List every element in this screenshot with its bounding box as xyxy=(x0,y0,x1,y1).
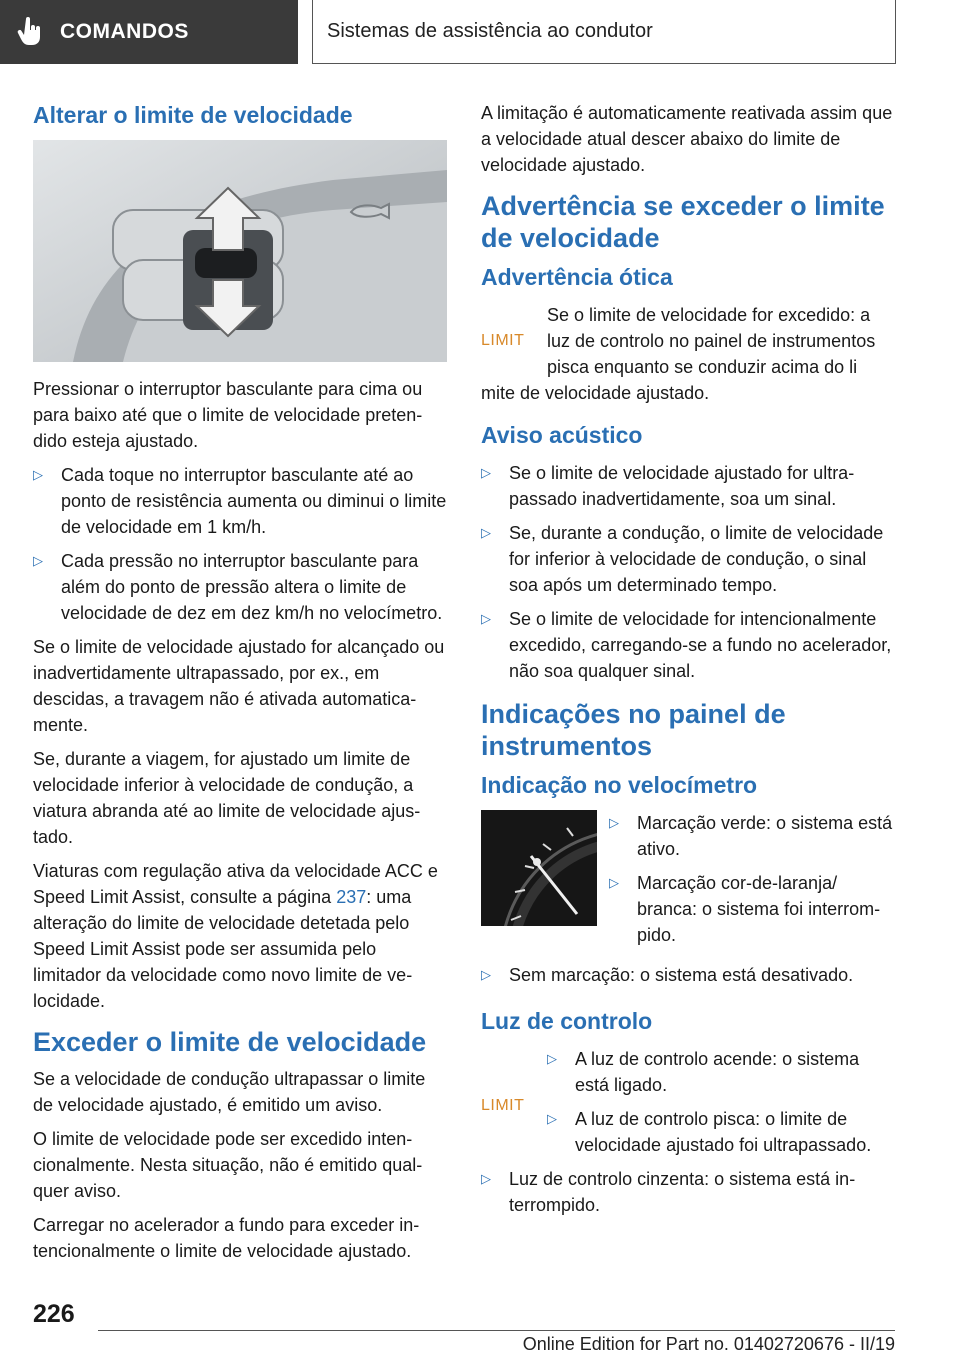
control-light-bullets xyxy=(547,1046,897,1166)
chapter-tab[interactable] xyxy=(0,0,298,64)
bullet-triangle-icon: ▷ xyxy=(481,611,491,626)
bullet-triangle-icon: ▷ xyxy=(481,465,491,480)
left-column xyxy=(33,100,447,1272)
footer-divider xyxy=(98,1330,895,1331)
heading-indicacoes: Indicações no painel de instrumentos xyxy=(481,699,786,761)
chapter-label: COMANDOS xyxy=(60,20,189,43)
steering-wheel-switch-image xyxy=(33,140,447,362)
bullet-triangle-icon: ▷ xyxy=(547,1111,557,1126)
paragraph: Se o limite de velocidade ajustado for alcançado ou inadvertidamente ultrapassado, por ex., em descidas, a travagem não é ativada automaticamente. xyxy=(33,637,445,735)
bullet-triangle-icon: ▷ xyxy=(33,553,43,568)
bullet-triangle-icon: ▷ xyxy=(481,525,491,540)
list-item-text: A luz de controlo acende: o sistema está ligado. xyxy=(575,1049,860,1095)
list-item xyxy=(547,1046,897,1098)
list-item xyxy=(33,548,447,626)
heading-luz: Luz de controlo xyxy=(481,1008,653,1034)
bullet-triangle-icon: ▷ xyxy=(609,815,619,830)
hand-pointer-icon xyxy=(0,17,60,47)
list-item xyxy=(481,606,897,684)
bullet-triangle-icon: ▷ xyxy=(609,875,619,890)
list-item xyxy=(609,870,897,948)
section-title: Sistemas de assistência ao condutor xyxy=(312,0,896,64)
list-item xyxy=(481,962,897,988)
bullet-triangle-icon: ▷ xyxy=(33,467,43,482)
paragraph: mite de velocidade ajustado. xyxy=(481,383,710,403)
limit-indicator-icon xyxy=(481,1046,547,1166)
bullet-triangle-icon: ▷ xyxy=(481,967,491,982)
control-light-block xyxy=(481,1046,897,1166)
heading-otica: Advertência ótica xyxy=(481,264,673,290)
page-header xyxy=(0,0,960,66)
speedometer-image xyxy=(481,810,597,926)
paragraph: Pressionar o interruptor basculante para cima ou para baixo até que o limite de velocidade pretendido esteja ajustado. xyxy=(33,379,423,451)
paragraph xyxy=(33,858,447,1014)
list-item-text: Marcação cor-de-laranja/ branca: o sistema foi interrompido. xyxy=(637,873,881,945)
list-item-text: Cada toque no interruptor basculante até ao ponto de resistência aumenta ou diminui o limite de velocidade em 1 km/h. xyxy=(61,465,447,537)
list-item-text: Marcação verde: o sistema está ativo. xyxy=(637,813,893,859)
limit-indicator-icon xyxy=(481,302,547,380)
heading-acustico: Aviso acústico xyxy=(481,422,643,448)
limit-label: LIMIT xyxy=(481,332,525,349)
list-item xyxy=(481,1166,897,1218)
list-item-text: A luz de controlo pisca: o limite de velocidade ajustado foi ultrapassado. xyxy=(575,1109,872,1155)
page-link[interactable]: 237 xyxy=(336,887,367,907)
paragraph: Se, durante a viagem, for ajustado um limite de velocidade inferior à velocidade de condução, a viatura abranda até ao limite de velocidade ajustado. xyxy=(33,749,421,847)
speedometer-bullets xyxy=(609,810,897,956)
list-item xyxy=(547,1106,897,1158)
paragraph: Carregar no acelerador a fundo para exceder intencionalmente o limite de velocidade ajustado. xyxy=(33,1215,420,1261)
list-item-text: Luz de controlo cinzenta: o sistema está interrompido. xyxy=(509,1169,856,1215)
edition-text: Online Edition for Part no. 01402720676 - II/19 xyxy=(522,1334,895,1354)
bullet-triangle-icon: ▷ xyxy=(547,1051,557,1066)
heading-alterar: Alterar o limite de velocidade xyxy=(33,102,353,128)
paragraph: Se o limite de velocidade for excedido: a luz de controlo no painel de instrumentos pisca enquanto se conduzir acima do li xyxy=(547,305,876,377)
paragraph: A limitação é automaticamente reativada assim que a velocidade atual descer abaixo do limite de velocidade ajustado. xyxy=(481,103,893,175)
heading-exceder: Exceder o limite de velocidade xyxy=(33,1027,427,1057)
heading-velocimetro: Indicação no velocímetro xyxy=(481,772,758,798)
page-number: 226 xyxy=(33,1300,75,1328)
list-item xyxy=(481,460,897,512)
list-item-text: Se o limite de velocidade ajustado for ultrapassado inadvertidamente, soa um sinal. xyxy=(509,463,855,509)
heading-advertencia: Advertência se exceder o limite de velocidade xyxy=(481,191,885,253)
list-item-text: Se, durante a condução, o limite de velocidade for inferior à velocidade de condução, o sinal soa após um determinado tempo. xyxy=(509,523,884,595)
paragraph-text: : uma alteração do limite de velocidade detetada pelo Speed Limit Assist pode ser assumida pelo limitador da velocidade como novo limite de velocidade. xyxy=(33,887,413,1011)
list-item-text: Se o limite de velocidade for intencionalmente excedido, carregando-se a fundo no acelerador, não soa qualquer sinal. xyxy=(509,609,892,681)
list-item xyxy=(481,520,897,598)
list-item-text: Cada pressão no interruptor basculante para além do ponto de pressão altera o limite de velocidade de dez em dez km/h no velocímetro. xyxy=(61,551,443,623)
list-item-text: Sem marcação: o sistema está desativado. xyxy=(509,965,854,985)
optical-warning-block xyxy=(481,302,897,380)
right-column xyxy=(481,100,897,1226)
limit-label: LIMIT xyxy=(481,1097,525,1114)
list-item xyxy=(33,462,447,540)
paragraph: O limite de velocidade pode ser excedido intencionalmente. Nesta situação, não é emitido qualquer aviso. xyxy=(33,1129,423,1201)
paragraph: Se a velocidade de condução ultrapassar o limite de velocidade ajustado, é emitido um aviso. xyxy=(33,1069,426,1115)
bullet-triangle-icon: ▷ xyxy=(481,1171,491,1186)
list-item xyxy=(609,810,897,862)
paragraph-text: Viaturas com regulação ativa da velocidade ACC e Speed Limit Assist, consulte a página xyxy=(33,861,438,907)
speedometer-block xyxy=(481,810,897,956)
